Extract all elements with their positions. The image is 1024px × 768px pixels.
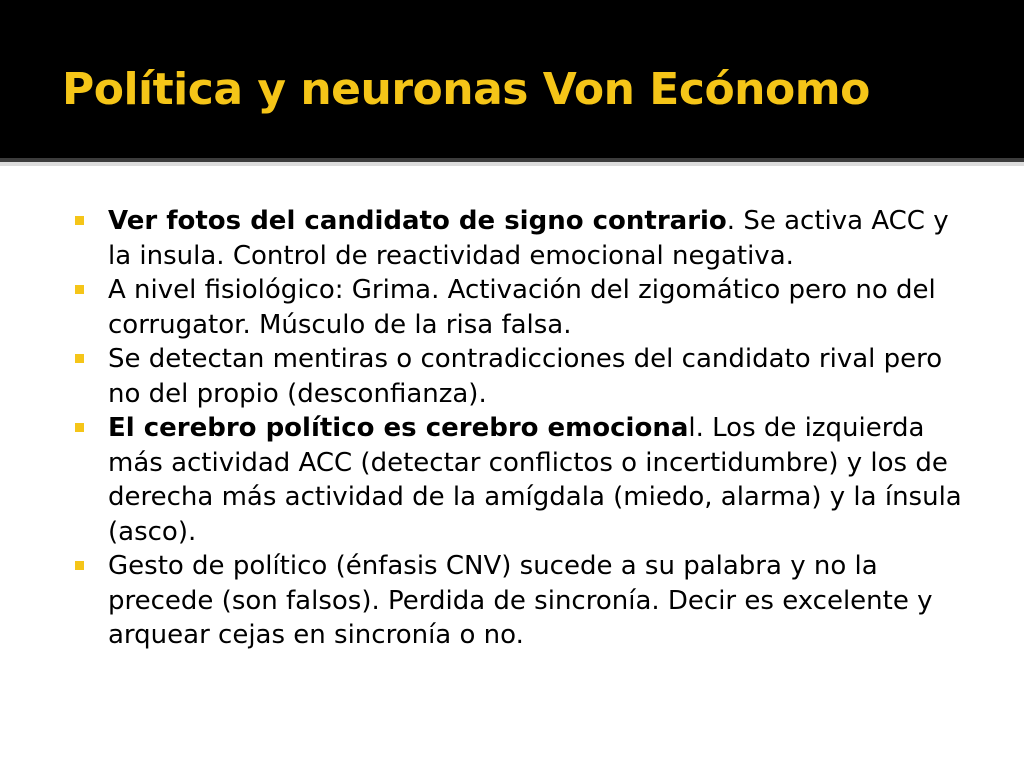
bullet-1-bold-text: Ver fotos del candidato de signo contrario xyxy=(108,206,727,236)
bullet-item-4 xyxy=(72,411,972,549)
bullet-item-5 xyxy=(72,549,972,653)
slide-title: Política y neuronas Von Ecónomo xyxy=(62,64,870,115)
title-bar xyxy=(0,0,1024,158)
square-bullet-icon xyxy=(75,354,84,363)
bullet-2-text: A nivel fisiológico: Grima. Activación del zigomático pero no del corrugator. Músculo de la risa falsa. xyxy=(108,275,936,340)
bullet-list xyxy=(72,204,972,653)
bullet-4-text: l. Los de izquierda más actividad ACC (detectar conflictos o incertidumbre) y los de derecha más actividad de la amígdala (miedo, alarma) y la ínsula (asco). xyxy=(108,413,962,547)
title-divider-light xyxy=(0,162,1024,166)
bullet-3-text: Se detectan mentiras o contradicciones del candidato rival pero no del propio (desconfianza). xyxy=(108,344,943,409)
square-bullet-icon xyxy=(75,216,84,225)
square-bullet-icon xyxy=(75,423,84,432)
bullet-item-3 xyxy=(72,342,972,411)
bullet-1-text: . Se activa ACC y la insula. Control de reactividad emocional negativa. xyxy=(108,206,949,271)
square-bullet-icon xyxy=(75,561,84,570)
bullet-5-text: Gesto de político (énfasis CNV) sucede a su palabra y no la precede (son falsos). Perdida de sincronía. Decir es excelente y arquear cejas en sincronía o no. xyxy=(108,551,933,650)
bullet-item-2 xyxy=(72,273,972,342)
bullet-item-1 xyxy=(72,204,972,273)
square-bullet-icon xyxy=(75,285,84,294)
bullet-4-bold-text: El cerebro político es cerebro emociona xyxy=(108,413,689,443)
